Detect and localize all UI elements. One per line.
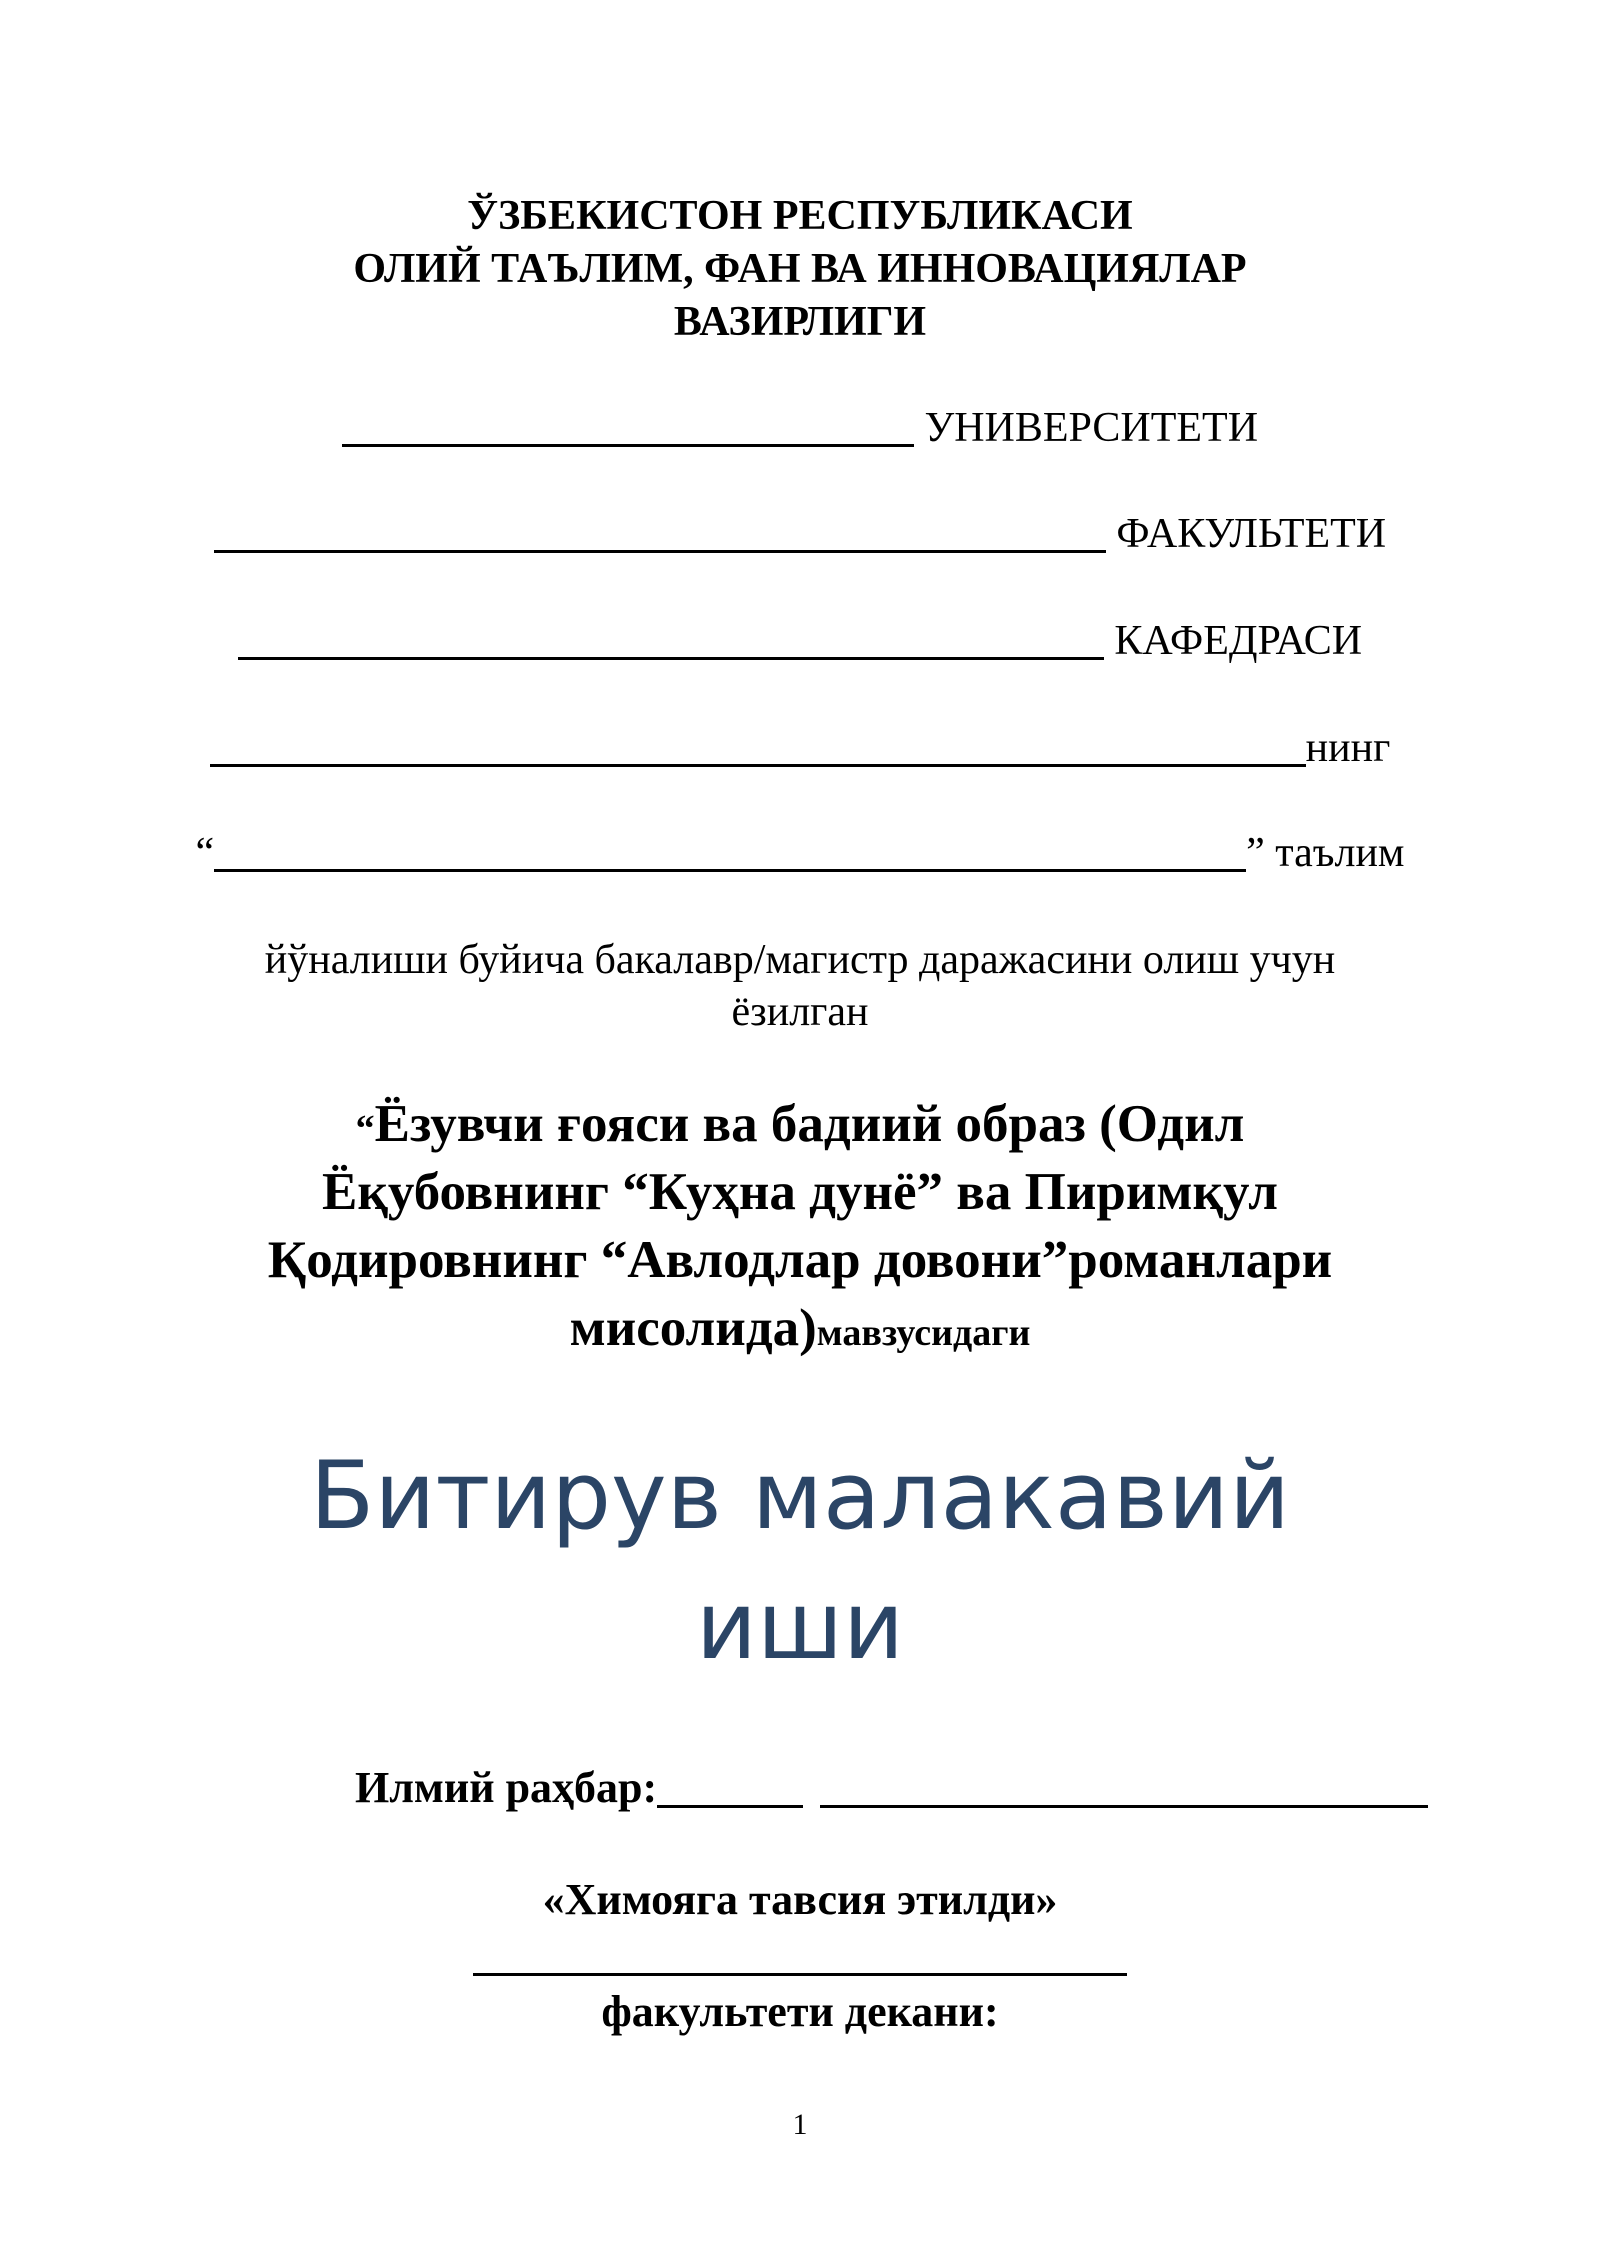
header-ministry-line1: ОЛИЙ ТАЪЛИМ, ФАН ВА ИННОВАЦИЯЛАР: [353, 246, 1247, 292]
work-type-line2: иши: [695, 1572, 905, 1681]
direction-close-quote: ” таълим: [1246, 830, 1405, 876]
degree-line1: йўналиши буйича бакалавр/магистр даражасини олиш учун: [264, 937, 1336, 983]
university-label: УНИВЕРСИТЕТИ: [924, 405, 1259, 451]
defense-recommendation: «Химояга тавсия этилди»: [542, 1875, 1058, 1924]
student-row: [0, 723, 1600, 773]
university-row: [0, 403, 1600, 453]
degree-line2: ёзилган: [731, 989, 869, 1035]
topic-line1-text: Ёзувчи ғояси ва бадиий образ (Одил: [374, 1095, 1245, 1153]
supervisor-row: [355, 1760, 1505, 1815]
header-republic: ЎЗБЕКИСТОН РЕСПУБЛИКАСИ: [467, 193, 1133, 239]
direction-row: [0, 828, 1600, 878]
work-type-line1: Битирув малакавий: [309, 1442, 1291, 1551]
faculty-row: [0, 509, 1600, 559]
supervisor-blank-short: [657, 1765, 803, 1808]
topic-suffix: мавзусидаги: [816, 1312, 1031, 1354]
faculty-blank: [214, 510, 1106, 553]
dean-label: факультети декани:: [601, 1987, 999, 2036]
student-blank: [210, 724, 1306, 767]
supervisor-label: Илмий раҳбар:: [355, 1763, 658, 1812]
topic-line1: [0, 1090, 1600, 1163]
direction-blank: [214, 829, 1246, 872]
department-blank: [238, 617, 1104, 660]
supervisor-blank-long: [820, 1765, 1428, 1808]
page-number: 1: [792, 2108, 808, 2141]
dean-blank-row: [0, 1928, 1600, 1983]
topic-open-quote: “: [355, 1108, 375, 1150]
department-row: [0, 616, 1600, 666]
direction-open-quote: “: [195, 830, 215, 876]
topic-line4: [0, 1294, 1600, 1367]
topic-line2: Ёқубовнинг “Куҳна дунё” ва Пиримқул: [322, 1163, 1278, 1221]
department-label: КАФЕДРАСИ: [1114, 618, 1363, 664]
dean-faculty-blank: [473, 1933, 1127, 1976]
topic-line4-text: мисолида): [569, 1299, 817, 1357]
university-blank: [342, 404, 914, 447]
student-suffix: нинг: [1305, 725, 1391, 771]
topic-line3: Қодировнинг “Авлодлар довони”романлари: [267, 1231, 1333, 1289]
faculty-label: ФАКУЛЬТЕТИ: [1116, 511, 1387, 557]
header-ministry-line2: ВАЗИРЛИГИ: [673, 299, 927, 345]
